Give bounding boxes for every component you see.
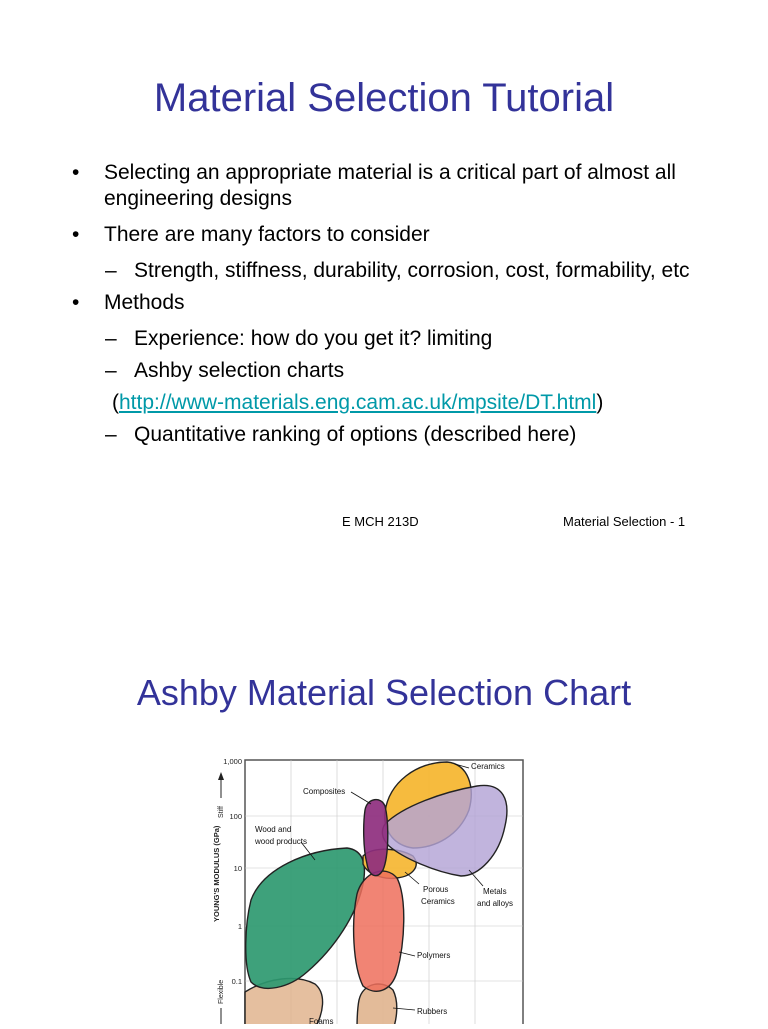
label-composites: Composites [303,787,346,796]
region-composites [364,800,388,876]
slide2-title: Ashby Material Selection Chart [136,672,632,713]
y-tick-label: 1 [237,922,242,931]
label-foams: Foams [309,1017,334,1024]
ashby-chart-svg [207,752,527,1024]
sub-bullet-item [72,326,692,352]
bullet-dot: • [72,291,80,314]
y-axis-label: YOUNG'S MODULUS (GPa) [212,825,221,922]
label-rubbers: Rubbers [417,1007,448,1016]
y-annotation-stiff: Stiff [218,806,225,818]
bullet-text: Selecting an appropriate material is a critical part of almost all engineering designs [104,161,676,210]
bullet-text: Methods [104,291,185,314]
y-annotation-flexible: Flexible [218,979,225,1004]
y-tick-label: 10 [233,864,242,873]
sub-bullet-item [72,422,692,448]
stiff-arrowhead-icon [218,772,224,780]
bullet-dot: • [72,161,80,184]
region-polymers [354,871,404,991]
label-metals-line1: Metals [483,887,507,896]
slide-title: Material Selection Tutorial [153,76,615,120]
sub-bullet-text: Strength, stiffness, durability, corrosion, cost, formability, etc [134,259,690,282]
y-tick-label: 0.1 [231,977,242,986]
bullet-dash: – [105,259,117,282]
label-porous-line2: Ceramics [421,897,455,906]
sub-bullet-item [72,258,692,284]
y-tick-label: 1,000 [223,757,242,766]
bullet-item [72,222,692,248]
bullet-dash: – [105,327,117,350]
label-ceramics: Ceramics [471,762,505,771]
footer-course: E MCH 213D [342,514,419,529]
label-metals-line2: and alloys [477,899,514,908]
bullet-text: There are many factors to consider [104,223,430,246]
label-polymers: Polymers [417,951,451,960]
bullet-item [72,290,692,316]
link-open-paren: ( [112,391,119,414]
bullet-list [72,160,692,454]
bullet-dot: • [72,223,80,246]
ashby-chart [207,752,527,1024]
footer-page-number: Material Selection - 1 [563,514,686,529]
sub-bullet-text: Quantitative ranking of options (described here) [134,423,577,446]
ashby-charts-link[interactable]: http://www-materials.eng.cam.ac.uk/mpsite/DT.html [119,391,597,414]
bullet-item [72,160,692,212]
label-wood-line2: wood products [255,837,308,846]
link-line [72,390,692,416]
y-tick-label: 100 [229,812,242,821]
label-porous-line1: Porous [423,885,449,894]
link-close-paren: ) [596,391,604,414]
sub-bullet-item [72,358,692,384]
bullet-dash: – [105,423,117,446]
sub-bullet-text: Experience: how do you get it? limiting [134,327,493,350]
sub-bullet-text: Ashby selection charts [134,359,345,382]
label-wood-line1: Wood and [255,825,292,834]
bullet-dash: – [105,359,117,382]
